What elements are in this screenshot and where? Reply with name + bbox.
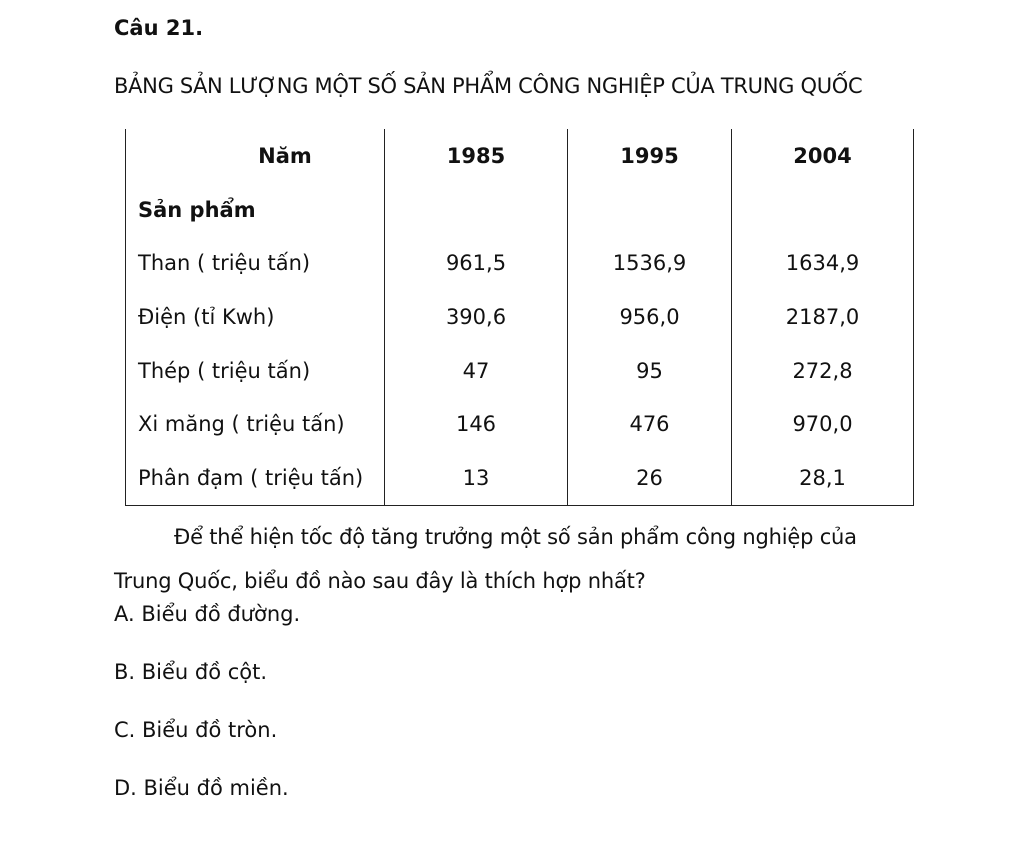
option-c[interactable]: C. Biểu đồ tròn. xyxy=(114,718,278,742)
table-title: BẢNG SẢN LƯỢNG MỘT SỐ SẢN PHẨM CÔNG NGHIỆP CỦA TRUNG QUỐC xyxy=(114,74,863,98)
year-header: 1985 xyxy=(385,129,568,183)
table-row xyxy=(126,344,914,398)
year-header: 2004 xyxy=(732,129,914,183)
production-table xyxy=(125,129,914,506)
cell-value: 961,5 xyxy=(385,236,568,290)
cell-value: 95 xyxy=(568,344,732,398)
row-label: Xi măng ( triệu tấn) xyxy=(126,397,385,451)
cell-value: 970,0 xyxy=(732,397,914,451)
cell-value: 2187,0 xyxy=(732,290,914,344)
corner-year-label: Năm xyxy=(126,129,385,183)
row-label: Than ( triệu tấn) xyxy=(126,236,385,290)
cell-value: 476 xyxy=(568,397,732,451)
option-a[interactable]: A. Biểu đồ đường. xyxy=(114,602,301,626)
cell-value: 13 xyxy=(385,451,568,505)
row-label: Phân đạm ( triệu tấn) xyxy=(126,451,385,505)
row-label: Điện (tỉ Kwh) xyxy=(126,290,385,344)
cell-value: 47 xyxy=(385,344,568,398)
corner-product-label: Sản phẩm xyxy=(126,183,385,237)
cell-value: 28,1 xyxy=(732,451,914,505)
cell-value: 146 xyxy=(385,397,568,451)
cell-value: 1536,9 xyxy=(568,236,732,290)
cell-value: 26 xyxy=(568,451,732,505)
question-text: Để thể hiện tốc độ tăng trưởng một số sản phẩm công nghiệp của Trung Quốc, biểu đồ nào sau đây là thích hợp nhất? xyxy=(114,525,857,593)
option-b[interactable]: B. Biểu đồ cột. xyxy=(114,660,268,684)
table-header-row xyxy=(126,129,914,183)
cell-value: 1634,9 xyxy=(732,236,914,290)
table-row xyxy=(126,290,914,344)
question-number: Câu 21. xyxy=(114,16,204,40)
cell-value: 390,6 xyxy=(385,290,568,344)
cell-value: 272,8 xyxy=(732,344,914,398)
option-d[interactable]: D. Biểu đồ miền. xyxy=(114,776,289,800)
cell-value: 956,0 xyxy=(568,290,732,344)
table-subheader-row xyxy=(126,183,914,237)
row-label: Thép ( triệu tấn) xyxy=(126,344,385,398)
table-row xyxy=(126,397,914,451)
table-row xyxy=(126,236,914,290)
year-header: 1995 xyxy=(568,129,732,183)
table-row xyxy=(126,451,914,505)
